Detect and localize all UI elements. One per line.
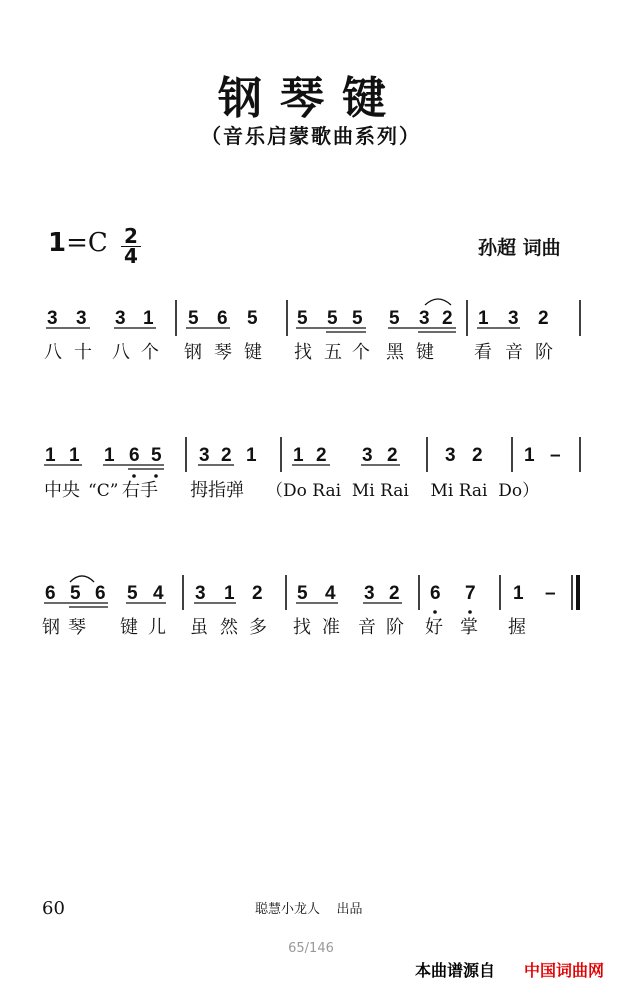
lyric: 音 xyxy=(505,342,523,363)
page-number: 60 xyxy=(42,898,65,919)
note: 7 xyxy=(465,583,476,604)
beam-lines xyxy=(44,603,402,607)
series-subtitle: （音乐启蒙歌曲系列） xyxy=(201,124,421,148)
lyric: 钢 xyxy=(42,617,60,638)
note: 2 xyxy=(538,308,549,329)
lyric: 好 xyxy=(425,617,443,638)
note: 2 xyxy=(316,445,327,466)
lyric: 右手 xyxy=(122,480,158,501)
note: 6 xyxy=(95,583,106,604)
note: 2 xyxy=(472,445,483,466)
note: 1 xyxy=(513,583,524,604)
key-one: 1 xyxy=(48,228,67,258)
note: 6 xyxy=(129,445,140,466)
lyric: 音 xyxy=(358,617,376,638)
lyric: 十 xyxy=(74,342,92,363)
lyric: 准 xyxy=(322,617,340,638)
score-row-3 xyxy=(42,575,580,638)
note: 1 xyxy=(246,445,257,466)
note: 6 xyxy=(430,583,441,604)
lyric: 个 xyxy=(352,342,370,363)
note: 5 xyxy=(127,583,138,604)
lyric: 儿 xyxy=(148,617,166,638)
lyric: 键 xyxy=(244,342,262,363)
lyric: 找 xyxy=(293,617,311,638)
lyric: 八 xyxy=(44,342,62,363)
lyric: 阶 xyxy=(535,342,553,363)
note: 1 xyxy=(45,445,56,466)
lyric: 黑 xyxy=(386,342,404,363)
page-count: 65/146 xyxy=(288,941,334,956)
lyric: 虽 xyxy=(190,617,208,638)
note: 5 xyxy=(70,583,81,604)
note: 4 xyxy=(153,583,164,604)
lyric: 多 xyxy=(249,617,267,638)
note: 2 xyxy=(389,583,400,604)
note: 2 xyxy=(387,445,398,466)
lyric: 阶 xyxy=(386,617,404,638)
note: 5 xyxy=(188,308,199,329)
song-title: 钢琴键 xyxy=(218,73,404,124)
lyric: 找 xyxy=(294,342,312,363)
lyric: 八 xyxy=(112,342,130,363)
note: – xyxy=(550,445,561,466)
note: 1 xyxy=(69,445,80,466)
note: – xyxy=(545,583,556,604)
note: 5 xyxy=(389,308,400,329)
lyric: 琴 xyxy=(214,342,232,363)
beam-lines xyxy=(46,328,520,332)
note: 5 xyxy=(297,308,308,329)
note: 5 xyxy=(247,308,258,329)
bar-lines xyxy=(176,300,580,336)
note: 3 xyxy=(115,308,126,329)
note: 3 xyxy=(419,308,430,329)
composer-credit: 孙超 词曲 xyxy=(478,237,561,259)
note: 1 xyxy=(293,445,304,466)
note: 5 xyxy=(352,308,363,329)
note: 2 xyxy=(252,583,263,604)
note: 3 xyxy=(47,308,58,329)
source-site-link[interactable]: 中国词曲网 xyxy=(524,961,605,980)
note: 1 xyxy=(104,445,115,466)
note: 3 xyxy=(76,308,87,329)
note: 6 xyxy=(45,583,56,604)
lyric: 五 xyxy=(324,342,342,363)
note: 3 xyxy=(364,583,375,604)
note: 1 xyxy=(224,583,235,604)
note: 5 xyxy=(327,308,338,329)
score-row-2 xyxy=(44,437,580,501)
note: 3 xyxy=(508,308,519,329)
lyric: （Do Rai Mi Rai Mi Rai Do） xyxy=(266,481,540,501)
lyric: 拇指弹 xyxy=(190,480,244,501)
slur xyxy=(70,576,94,582)
note: 1 xyxy=(143,308,154,329)
note: 6 xyxy=(217,308,228,329)
note: 3 xyxy=(362,445,373,466)
note: 1 xyxy=(478,308,489,329)
octave-dots xyxy=(433,610,472,614)
note: 1 xyxy=(524,445,535,466)
note: 5 xyxy=(297,583,308,604)
lyric: 钢 xyxy=(184,342,202,363)
slur xyxy=(425,299,451,305)
score-row-1 xyxy=(44,299,580,363)
note: 3 xyxy=(199,445,210,466)
lyric: 个 xyxy=(141,342,159,363)
key-letter: =C xyxy=(66,228,108,258)
lyric: 琴 xyxy=(68,617,86,638)
time-signature-top: 2 xyxy=(124,224,138,248)
note: 2 xyxy=(442,308,453,329)
lyric: 看 xyxy=(474,342,492,363)
note: 3 xyxy=(445,445,456,466)
lyric: 然 xyxy=(220,617,238,638)
final-barline xyxy=(576,575,580,610)
source-label: 本曲谱源自 xyxy=(415,961,496,980)
lyric: 中央 xyxy=(44,480,80,501)
note: 2 xyxy=(221,445,232,466)
time-signature-bottom: 4 xyxy=(124,244,138,268)
lyric: “C” xyxy=(88,481,119,501)
lyric: 键 xyxy=(416,342,434,363)
lyric: 键 xyxy=(120,617,138,638)
lyric: 掌 xyxy=(460,617,478,638)
publisher-credit: 聪慧小龙人 出品 xyxy=(255,902,363,917)
note: 4 xyxy=(325,583,336,604)
beam-lines xyxy=(44,465,400,469)
note: 5 xyxy=(151,445,162,466)
lyric: 握 xyxy=(508,617,526,638)
note: 3 xyxy=(195,583,206,604)
octave-dots xyxy=(132,474,158,478)
